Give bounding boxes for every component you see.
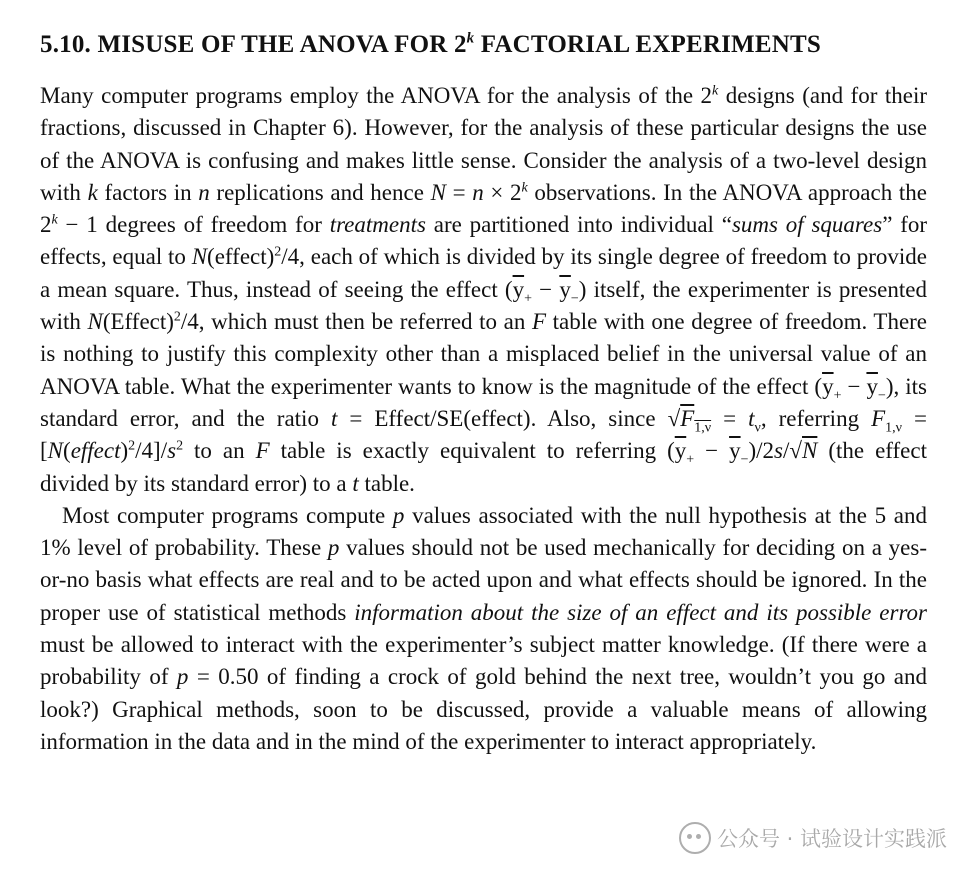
section-heading <box>40 24 927 66</box>
paragraph-1: Many computer programs employ the ANOVA for the analysis of the 2$^k$ designs (and for their fractions, discussed in Chapter 6). However, for the analysis of these particular designs the use of the ANOVA is confusing and makes little sense. Consider the analysis of a two-level design with k factors in n replications and hence $N = n \times 2^k$ observations. In the ANOVA approach the $2^k - 1$ degrees of freedom for treatments are partitioned into individual “sums of squares” for effects, equal to N(effect)$^2$/4, each of which is divided by its single degree of freedom to provide a mean square. Thus, instead of seeing the effect $(\overline{y}_+ - \overline{y}_-)$ itself, the experimenter is presented with N(Effect)$^2$/4, which must then be referred to an F table with one degree of freedom. There is nothing to justify this complexity other than a misplaced belief in the universal value of an ANOVA table. What the experimenter wants to know is the magnitude of the effect $(\overline{y}_+ - \overline{y}_-)$, its standard error, and the ratio t = Effect/SE(effect). Also, since $√F_{1,\nu} = t_\nu$, referring $F_{1,\nu}$ = $[N(effect)^2/4]/s^2$ to an F table is exactly equivalent to referring $(\overline{y}_+ - \overline{y}_-)/2s/√N$ (the effect divided by its standard error) to a t table. <box>40 83 928 496</box>
section-title: MISUSE OF THE ANOVA FOR 2$^k$ FACTORIAL EXPERIMENTS <box>97 30 821 58</box>
section-number: 5.10. <box>40 31 91 58</box>
paragraph-2: Most computer programs compute p values associated with the null hypothesis at the 5 and 1% level of probability. These p values should not be used mechanically for deciding on a yes-or-no basis what effects are real and to be acted upon and what effects should be ignored. In the proper use of statistical methods information about the size of an effect and its possible error must be allowed to interact with the experimenter’s subject matter knowledge. (If there were a probability of p = 0.50 of finding a crock of gold behind the next tree, wouldn’t you go and look?) Graphical methods, soon to be discussed, provide a valuable means of allowing information in the data and in the mind of the experimenter to interact appropriately. <box>40 502 928 754</box>
wechat-icon <box>679 822 711 854</box>
body-text <box>40 80 927 758</box>
page <box>40 24 927 758</box>
watermark <box>679 822 947 854</box>
watermark-text: 公众号 · 试验设计实践派 <box>716 827 947 851</box>
